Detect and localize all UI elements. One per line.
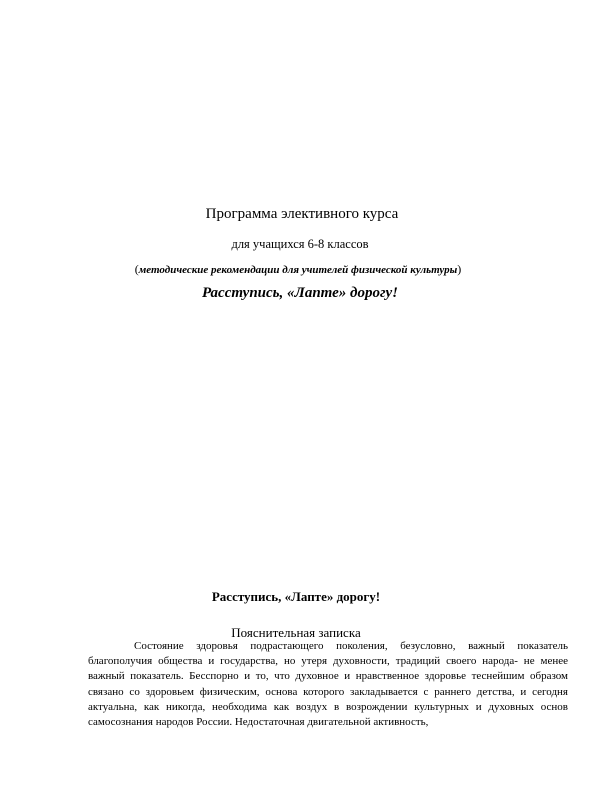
document-subtitle xyxy=(0,262,604,277)
document-motto: Расступись, «Лапте» дорогу! xyxy=(201,285,399,301)
paragraph: Состояние здоровья подрастающего поколения, безусловно, важный показатель благополучия общества и государства, но утеря духовности, традиций своего народа- не менее важный показатель. Бесспорно и то, что духовное и нравственное здоровье теснейшим образом связано со здоровьем физическим, основа которого закладывается с раннего детства, и сегодня актуальна, как никогда, необходима как воздух в возрождении культурных и духовных основ самосознания народов России. Недостаточная двигательной активность, xyxy=(88,640,568,729)
document-title: Программа элективного курса xyxy=(205,206,399,222)
document-audience: для учащихся 6-8 классов xyxy=(231,237,369,251)
section-heading: Расступись, «Лапте» дорогу! xyxy=(211,589,381,604)
subtitle-close-paren: ) xyxy=(457,262,462,276)
explanatory-note-body xyxy=(88,639,568,730)
subtitle-text: методические рекомендации для учителей физической культуры xyxy=(138,264,458,276)
subtitle-open-paren: ( xyxy=(134,262,139,276)
explanatory-note-title: Пояснительная записка xyxy=(231,625,361,640)
